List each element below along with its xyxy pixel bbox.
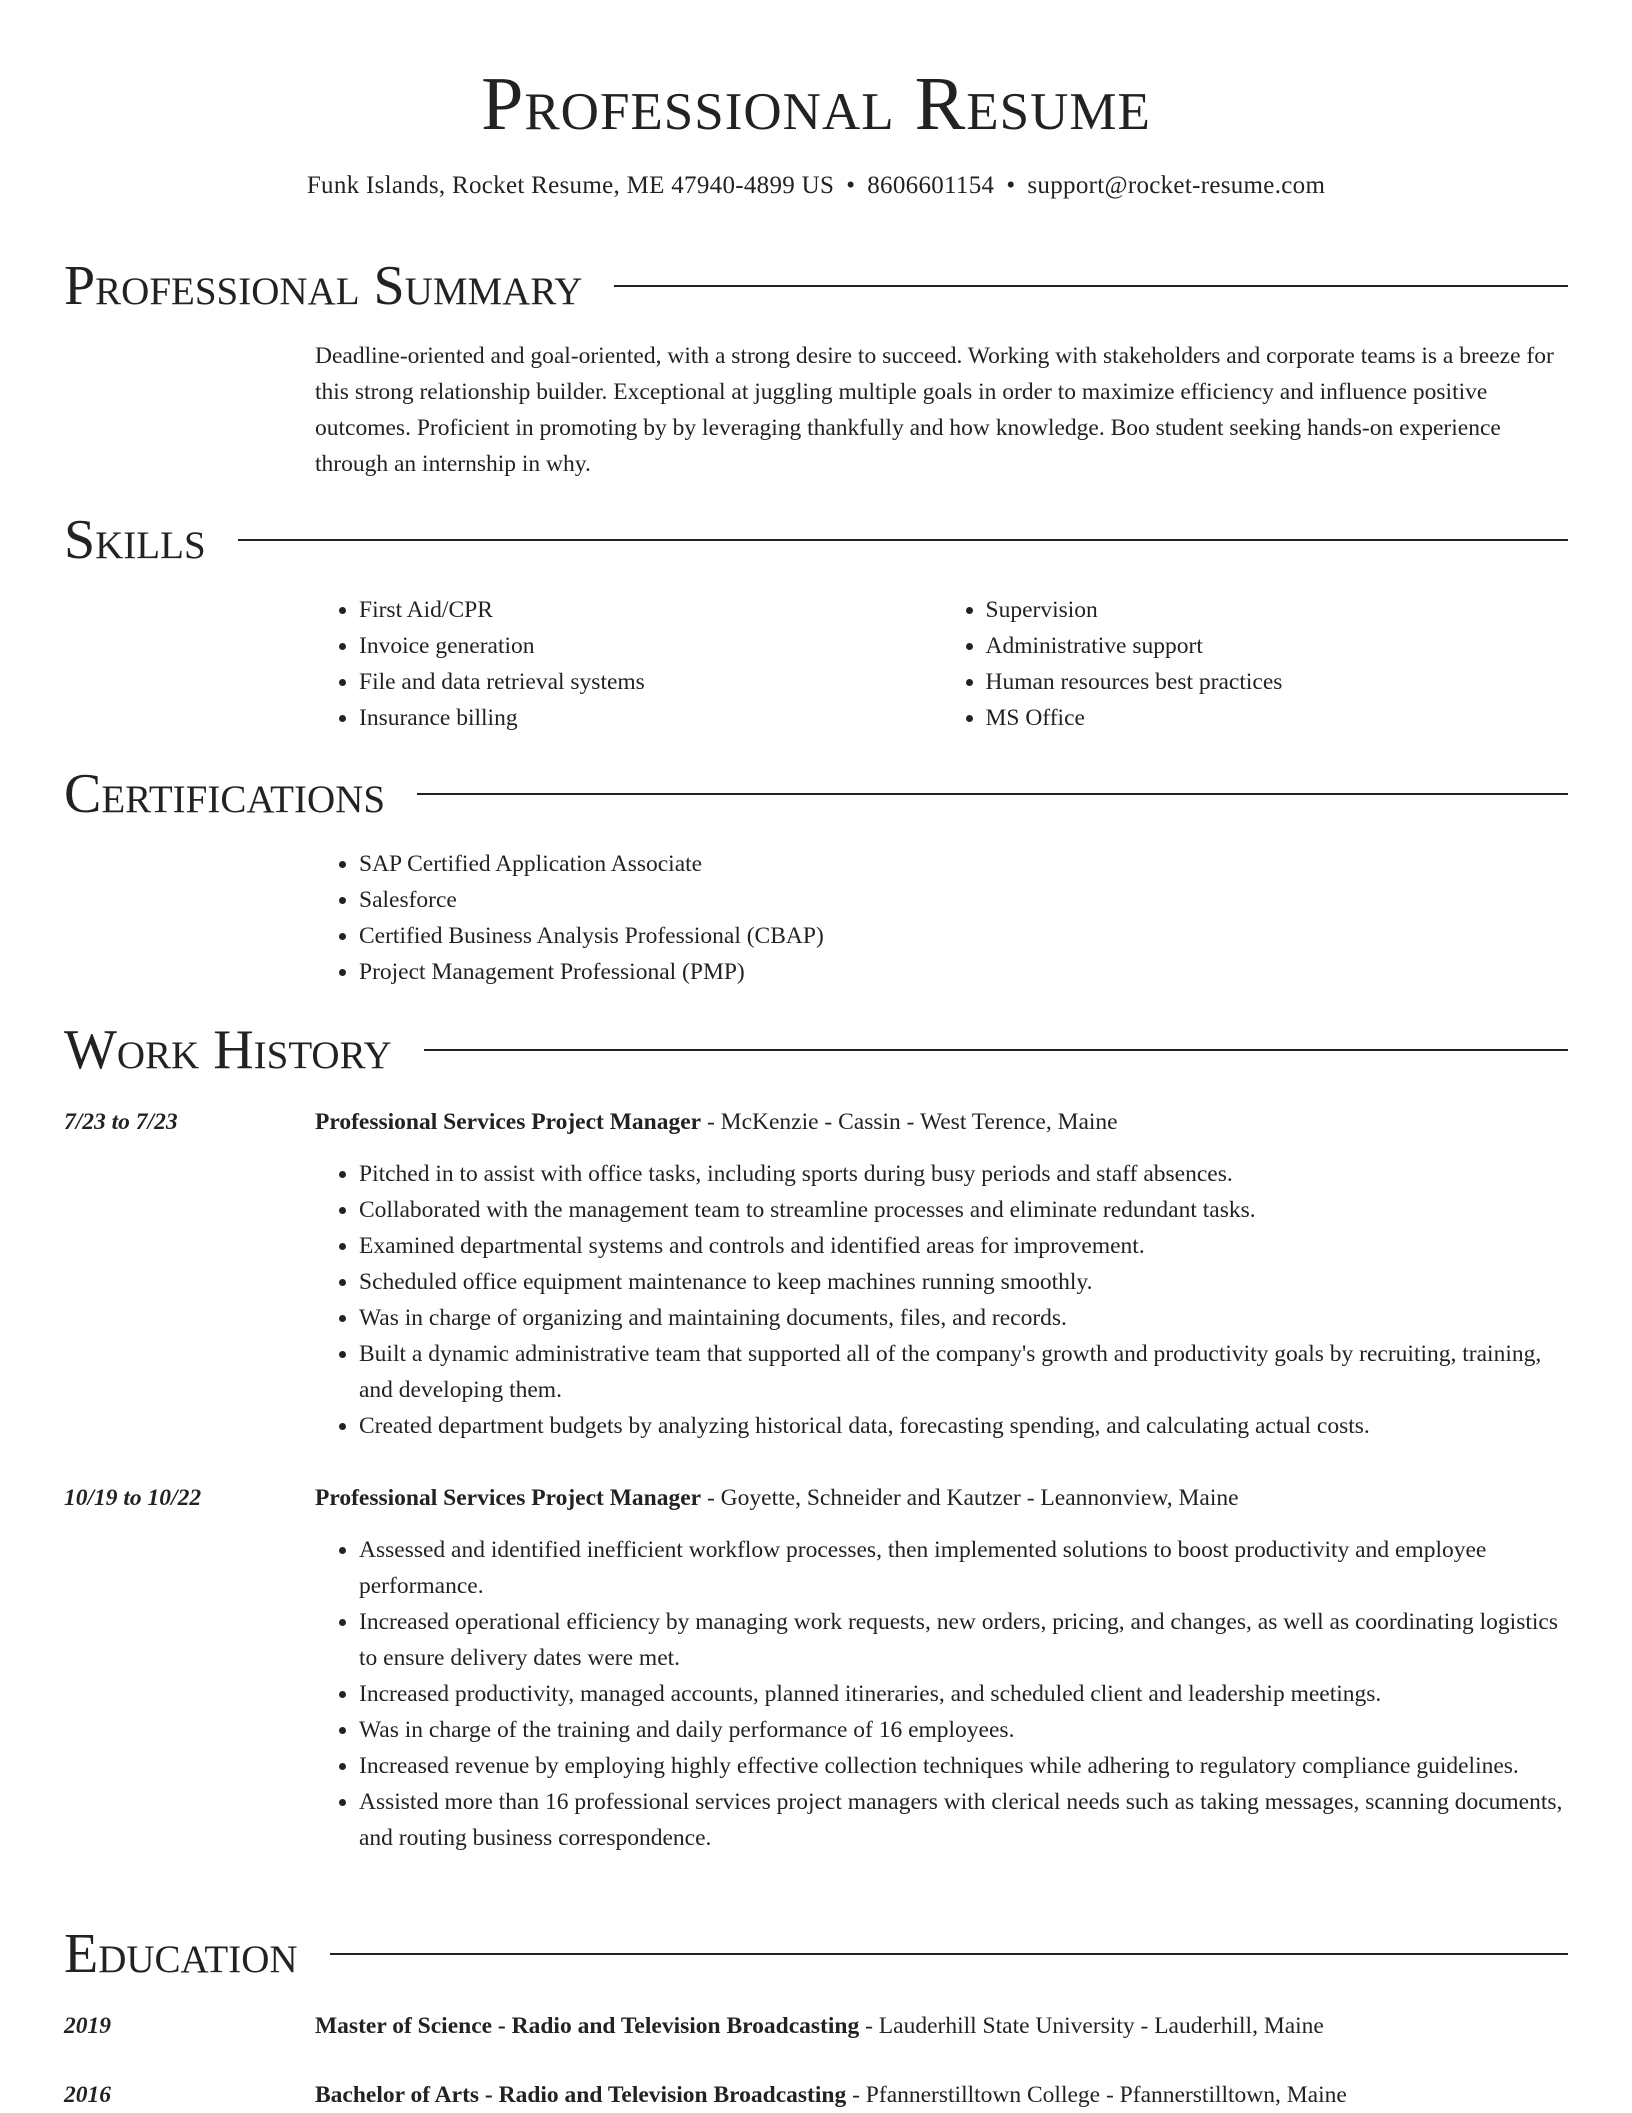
- job-title: Professional Services Project Manager: [315, 1485, 702, 1511]
- phone: 8606601154: [867, 172, 995, 199]
- skills-section-header: [64, 510, 1568, 570]
- section-divider: [330, 1953, 1568, 1955]
- email-link[interactable]: support@rocket-resume.com: [1027, 172, 1326, 199]
- list-item: • Administrative support: [986, 628, 1569, 664]
- contact-line: [64, 170, 1568, 202]
- address: Funk Islands, Rocket Resume, ME 47940-4899 US: [306, 172, 835, 199]
- job-entry: [64, 1480, 1568, 1856]
- list-item: • Human resources best practices: [986, 664, 1569, 700]
- certifications-content: [315, 846, 1568, 990]
- job-details: - McKenzie - Cassin - West Terence, Maine: [701, 1109, 1118, 1135]
- list-item: • Increased revenue by employing highly effective collection techniques while adhering to regulatory compliance guidelines.: [359, 1748, 1568, 1784]
- list-item: • Insurance billing: [359, 700, 942, 736]
- skills-grid: [315, 592, 1568, 736]
- work-section-header: [64, 1020, 1568, 1080]
- section-heading: Professional Summary: [64, 255, 583, 317]
- list-item: • Supervision: [986, 592, 1569, 628]
- section-heading: Certifications: [64, 763, 386, 825]
- list-item: • Invoice generation: [359, 628, 942, 664]
- list-item: • Scheduled office equipment maintenance to keep machines running smoothly.: [359, 1264, 1568, 1300]
- list-item: • Pitched in to assist with office tasks, including sports during busy periods and staff absences.: [359, 1156, 1568, 1192]
- list-item: • Project Management Professional (PMP): [359, 954, 1568, 990]
- list-item: • First Aid/CPR: [359, 592, 942, 628]
- separator: •: [1006, 172, 1016, 199]
- list-item: • Assessed and identified inefficient workflow processes, then implemented solutions to boost productivity and employee performance.: [359, 1532, 1568, 1604]
- job-title: Professional Services Project Manager: [315, 1109, 702, 1135]
- list-item: • Was in charge of organizing and maintaining documents, files, and records.: [359, 1300, 1568, 1336]
- education-header: [315, 2008, 1568, 2044]
- list-item: • Increased productivity, managed accounts, planned itineraries, and scheduled client and leadership meetings.: [359, 1676, 1568, 1712]
- job-entry: [64, 1104, 1568, 1444]
- list-item: • Built a dynamic administrative team that supported all of the company's growth and productivity goals by recruiting, training, and developing them.: [359, 1336, 1568, 1408]
- list-item: • Assisted more than 16 professional services project managers with clerical needs such as taking messages, scanning documents, and routing business correspondence.: [359, 1784, 1568, 1856]
- job-bullets: [315, 1532, 1568, 1856]
- section-divider: [614, 285, 1568, 287]
- summary-content: [315, 338, 1568, 482]
- section-heading: Skills: [64, 509, 206, 571]
- job-dates: 7/23 to 7/23: [64, 1109, 178, 1135]
- section-divider: [417, 793, 1568, 795]
- section-divider: [238, 539, 1568, 541]
- school-details: - Lauderhill State University - Lauderhill, Maine: [859, 2013, 1324, 2039]
- skills-list-right: [942, 592, 1569, 736]
- education-year: 2016: [64, 2082, 111, 2108]
- skills-list-left: [315, 592, 942, 736]
- certifications-section-header: [64, 764, 1568, 824]
- education-section-header: [64, 1924, 1568, 1984]
- degree: Master of Science - Radio and Television Broadcasting: [315, 2013, 860, 2039]
- summary-text: Deadline-oriented and goal-oriented, with a strong desire to succeed. Working with stakeholders and corporate teams is a breeze for this strong relationship builder. Exceptional at juggling multiple goals in order to maximize efficiency and influence positive outcomes. Proficient in promoting by by leveraging thankfully and how knowledge. Boo student seeking hands-on experience through an internship in why.: [315, 343, 1554, 477]
- section-heading: Education: [64, 1923, 298, 1985]
- list-item: • Examined departmental systems and controls and identified areas for improvement.: [359, 1228, 1568, 1264]
- list-item: • MS Office: [986, 700, 1569, 736]
- list-item: • Was in charge of the training and daily performance of 16 employees.: [359, 1712, 1568, 1748]
- resume-page: [64, 0, 1568, 2108]
- degree: Bachelor of Arts - Radio and Television Broadcasting: [315, 2082, 847, 2108]
- summary-section-header: [64, 256, 1568, 316]
- education-header: [315, 2077, 1568, 2113]
- education-entry: [64, 2008, 1568, 2044]
- job-details: - Goyette, Schneider and Kautzer - Leannonview, Maine: [701, 1485, 1239, 1511]
- list-item: • Certified Business Analysis Professional (CBAP): [359, 918, 1568, 954]
- separator: •: [846, 172, 856, 199]
- job-header: [315, 1104, 1568, 1140]
- education-year: 2019: [64, 2013, 111, 2039]
- education-entry: [64, 2077, 1568, 2113]
- list-item: • Increased operational efficiency by managing work requests, new orders, pricing, and changes, as well as coordinating logistics to ensure delivery dates were met.: [359, 1604, 1568, 1676]
- list-item: • Created department budgets by analyzing historical data, forecasting spending, and calculating actual costs.: [359, 1408, 1568, 1444]
- certifications-list: [315, 846, 1568, 990]
- list-item: • SAP Certified Application Associate: [359, 846, 1568, 882]
- school-details: - Pfannerstilltown College - Pfannerstilltown, Maine: [846, 2082, 1347, 2108]
- resume-title: Professional Resume: [481, 62, 1151, 146]
- job-bullets: [315, 1156, 1568, 1444]
- skills-content: [315, 592, 1568, 736]
- job-header: [315, 1480, 1568, 1516]
- job-dates: 10/19 to 10/22: [64, 1485, 202, 1511]
- list-item: • Salesforce: [359, 882, 1568, 918]
- section-divider: [424, 1049, 1568, 1051]
- list-item: • Collaborated with the management team to streamline processes and eliminate redundant tasks.: [359, 1192, 1568, 1228]
- list-item: • File and data retrieval systems: [359, 664, 942, 700]
- section-heading: Work History: [64, 1019, 392, 1081]
